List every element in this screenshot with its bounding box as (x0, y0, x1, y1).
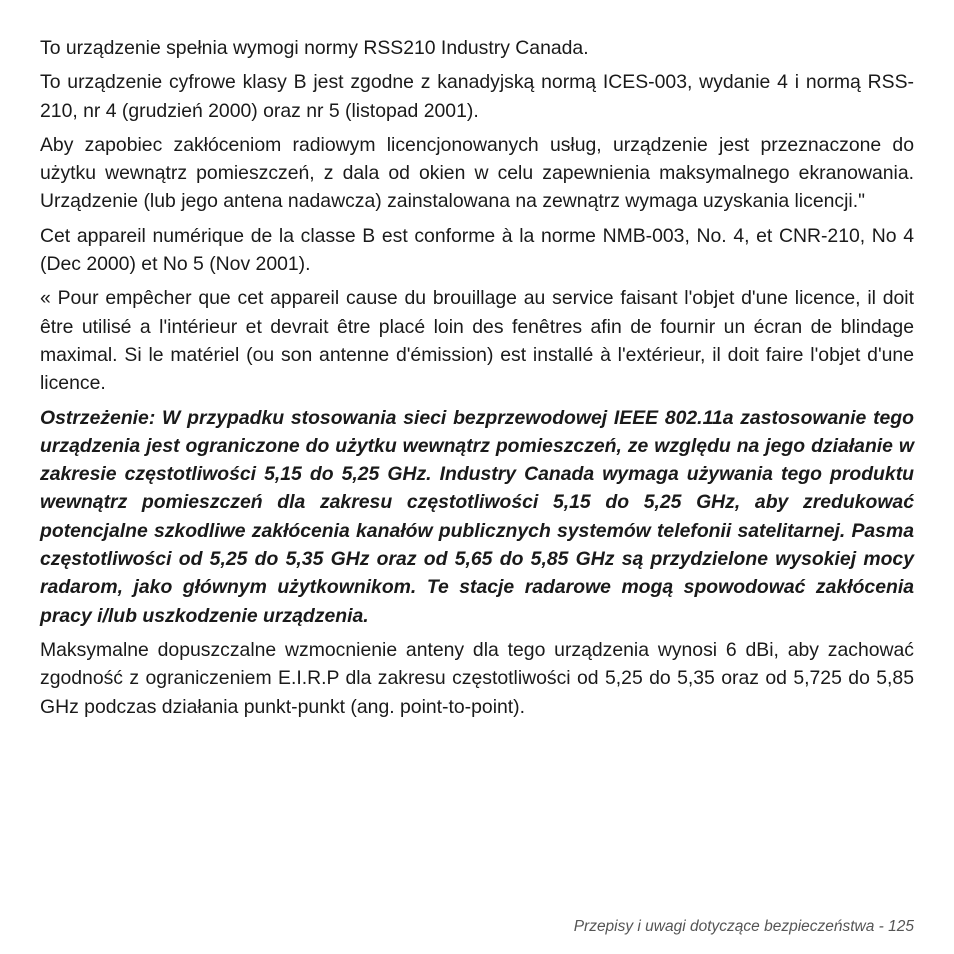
paragraph-antenna-gain: Maksymalne dopuszczalne wzmocnienie anteny dla tego urządzenia wynosi 6 dBi, aby zachować zgodność z ograniczeniem E.I.R.P dla zakresu częstotliwości od 5,25 do 5,35 oraz od 5,725 do 5,85 GHz podczas działania punkt-punkt (ang. point-to-point). (40, 638, 914, 718)
warning-paragraph: Ostrzeżenie: W przypadku stosowania sieci bezprzewodowej IEEE 802.11a zastosowanie tego urządzenia jest ograniczone do użytku wewnątrz pomieszczeń, ze względu na jego działanie w zakresie częstotliwości 5,15 do 5,25 GHz. Industry Canada wymaga używania tego produktu wewnątrz pomieszczeń dla zakresu częstotliwości 5,15 do 5,25 GHz, aby zredukować potencjalne szkodliwe zakłócenia kanałów publicznych systemów telefonii satelitarnej. Pasma częstotliwości od 5,25 do 5,35 GHz oraz od 5,65 do 5,85 GHz są przydzielone wysokiej mocy radarom, jako głównym użytkownikom. Te stacje radarowe mogą spowodować zakłócenia pracy i/lub uszkodzenie urządzenia. (40, 406, 914, 627)
paragraph-ices003: To urządzenie cyfrowe klasy B jest zgodne z kanadyjską normą ICES-003, wydanie 4 i normą RSS-210, nr 4 (grudzień 2000) oraz nr 5 (listopad 2001). (40, 71, 914, 122)
paragraph-rss210: To urządzenie spełnia wymogi normy RSS210 Industry Canada. (40, 37, 589, 59)
page-footer: Przepisy i uwagi dotyczące bezpieczeństwa - 125 (573, 918, 914, 935)
page-content (40, 34, 914, 727)
paragraph-interference-pl: Aby zapobiec zakłóceniom radiowym licencjonowanych usług, urządzenie jest przeznaczone do użytku wewnątrz pomieszczeń, z dala od okien w celu zapewnienia maksymalnego ekranowania. Urządzenie (lub jego antena nadawcza) zainstalowana na zewnątrz wymaga uzyskania licencji." (40, 133, 914, 213)
paragraph-nmb003-fr: Cet appareil numérique de la classe B est conforme à la norme NMB-003, No. 4, et CNR-210, No 4 (Dec 2000) et No 5 (Nov 2001). (40, 224, 914, 276)
paragraph-brouillage-fr: « Pour empêcher que cet appareil cause du brouillage au service faisant l'objet d'une licence, il doit être utilisé a l'intérieur et devrait être placé loin des fenêtres afin de fournir un écran de blindage maximal. Si le matériel (ou son antenne d'émission) est installé à l'extérieur, il doit faire l'objet d'une licence. (40, 287, 914, 395)
